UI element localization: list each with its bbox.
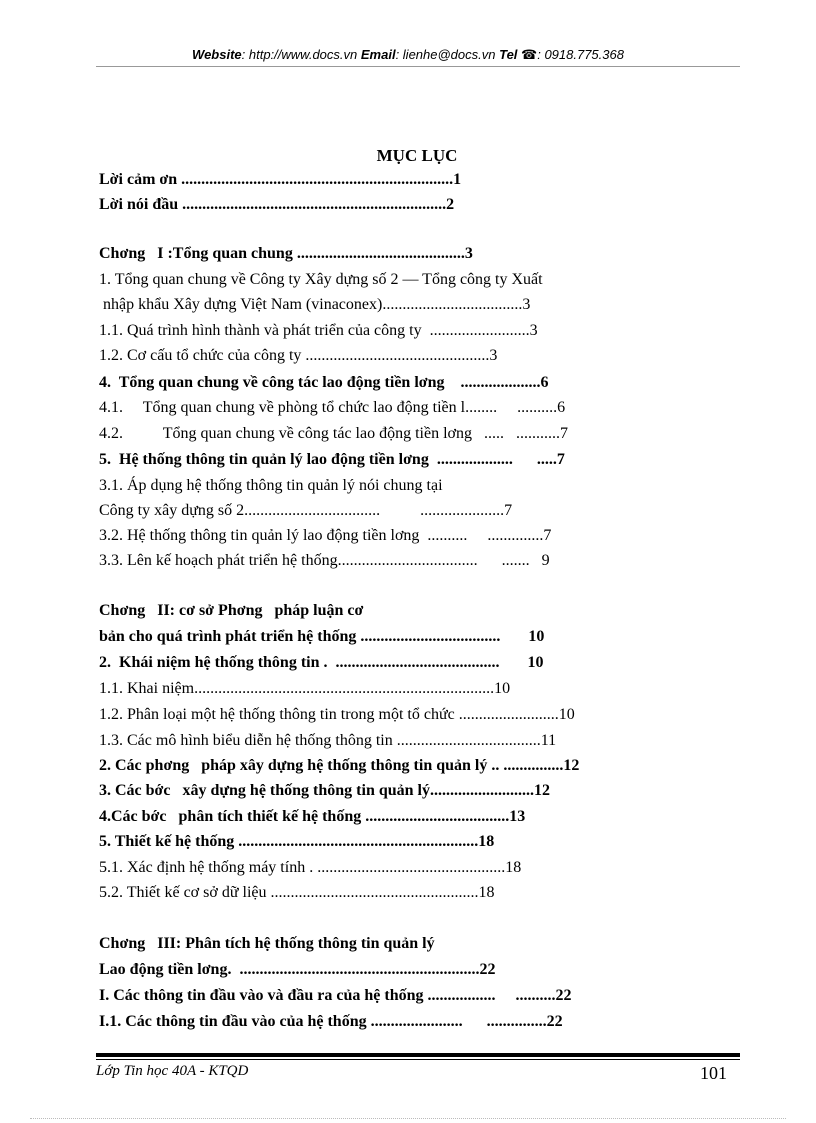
toc-line: 1.2. Cơ cấu tổ chức của công ty ..............................................3 — [99, 347, 498, 364]
toc-line: 3. Các bớc xây dựng hệ thống thông tin quản lý..........................12 — [99, 782, 550, 799]
toc-line: I.1. Các thông tin đầu vào của hệ thống ....................... ...............22 — [99, 1013, 563, 1030]
email-label: Email — [360, 47, 396, 62]
toc-line: 4. Tổng quan chung về công tác lao động tiền lơng ....................6 — [99, 374, 549, 391]
toc-line: I. Các thông tin đầu vào và đầu ra của hệ thống ................. ..........22 — [99, 987, 572, 1004]
toc-line: 1.1. Khai niệm...........................................................................10 — [99, 680, 511, 697]
toc-line: 5. Thiết kế hệ thống ............................................................18 — [99, 833, 495, 850]
toc-line: 1.3. Các mô hình biểu diễn hệ thống thông tin ....................................11 — [99, 732, 557, 749]
toc-line: Chơng III: Phân tích hệ thống thông tin quản lý — [99, 935, 435, 952]
toc-line: 3.3. Lên kế hoạch phát triển hệ thống................................... ....... 9 — [99, 552, 550, 569]
toc-line: Lời nói đầu ..................................................................2 — [99, 196, 455, 213]
toc-line: 2. Các phơng pháp xây dựng hệ thống thông tin quản lý .. ...............12 — [99, 757, 580, 774]
toc-line: 3.2. Hệ thống thông tin quản lý lao động tiền lơng .......... ..............7 — [99, 527, 552, 544]
toc-line: Chơng II: cơ sở Phơng pháp luận cơ — [99, 602, 364, 619]
tel-label: Tel ☎ — [499, 47, 538, 62]
footer-rule-thin — [96, 1059, 740, 1060]
toc-line: 3.1. Áp dụng hệ thống thông tin quản lý nói chung tại — [99, 477, 443, 494]
toc-line: 5. Hệ thống thông tin quản lý lao động tiền lơng ................... .....7 — [99, 451, 565, 468]
email-value: : lienhe@docs.vn — [395, 47, 496, 62]
toc-line: 4.1. Tổng quan chung về phòng tổ chức lao động tiền l........ ..........6 — [99, 399, 566, 416]
toc-line: 1.1. Quá trình hình thành và phát triển của công ty .........................3 — [99, 322, 538, 339]
toc-line: 1. Tổng quan chung về Công ty Xây dựng số 2 — Tổng công ty Xuất — [99, 271, 543, 288]
website-label: Website — [192, 47, 242, 62]
toc-line: Công ty xây dựng số 2.................................. .....................7 — [99, 502, 513, 519]
website-value: : http://www.docs.vn — [241, 47, 358, 62]
page-header — [0, 47, 816, 63]
page-title: MỤC LỤC — [376, 146, 458, 165]
header-divider — [96, 66, 740, 67]
footer-class-label: Lớp Tin học 40A - KTQD — [96, 1063, 249, 1079]
toc-line: Lời cảm ơn ....................................................................1 — [99, 171, 462, 188]
tel-value: : 0918.775.368 — [537, 47, 624, 62]
page-number: 101 — [700, 1063, 727, 1083]
toc-line: nhập khẩu Xây dựng Việt Nam (vinaconex)...................................3 — [99, 296, 531, 313]
footer-rule-thick — [96, 1053, 740, 1057]
toc-line: 5.1. Xác định hệ thống máy tính . ...............................................18 — [99, 859, 522, 876]
toc-line: 5.2. Thiết kế cơ sở dữ liệu ....................................................18 — [99, 884, 495, 901]
bottom-dotted-rule — [30, 1118, 786, 1119]
toc-line: bản cho quá trình phát triển hệ thống ................................... 10 — [99, 628, 545, 645]
toc-line: 4.Các bớc phân tích thiết kế hệ thống ....................................13 — [99, 808, 526, 825]
toc-line: Chơng I :Tổng quan chung ..........................................3 — [99, 245, 473, 262]
toc-line: 2. Khái niệm hệ thống thông tin . ......................................... 10 — [99, 654, 544, 671]
toc-line: 4.2. Tổng quan chung về công tác lao động tiền lơng ..... ...........7 — [99, 425, 568, 442]
toc-line: Lao động tiền lơng. ............................................................22 — [99, 961, 496, 978]
toc-line: 1.2. Phân loại một hệ thống thông tin trong một tổ chức .........................10 — [99, 706, 575, 723]
